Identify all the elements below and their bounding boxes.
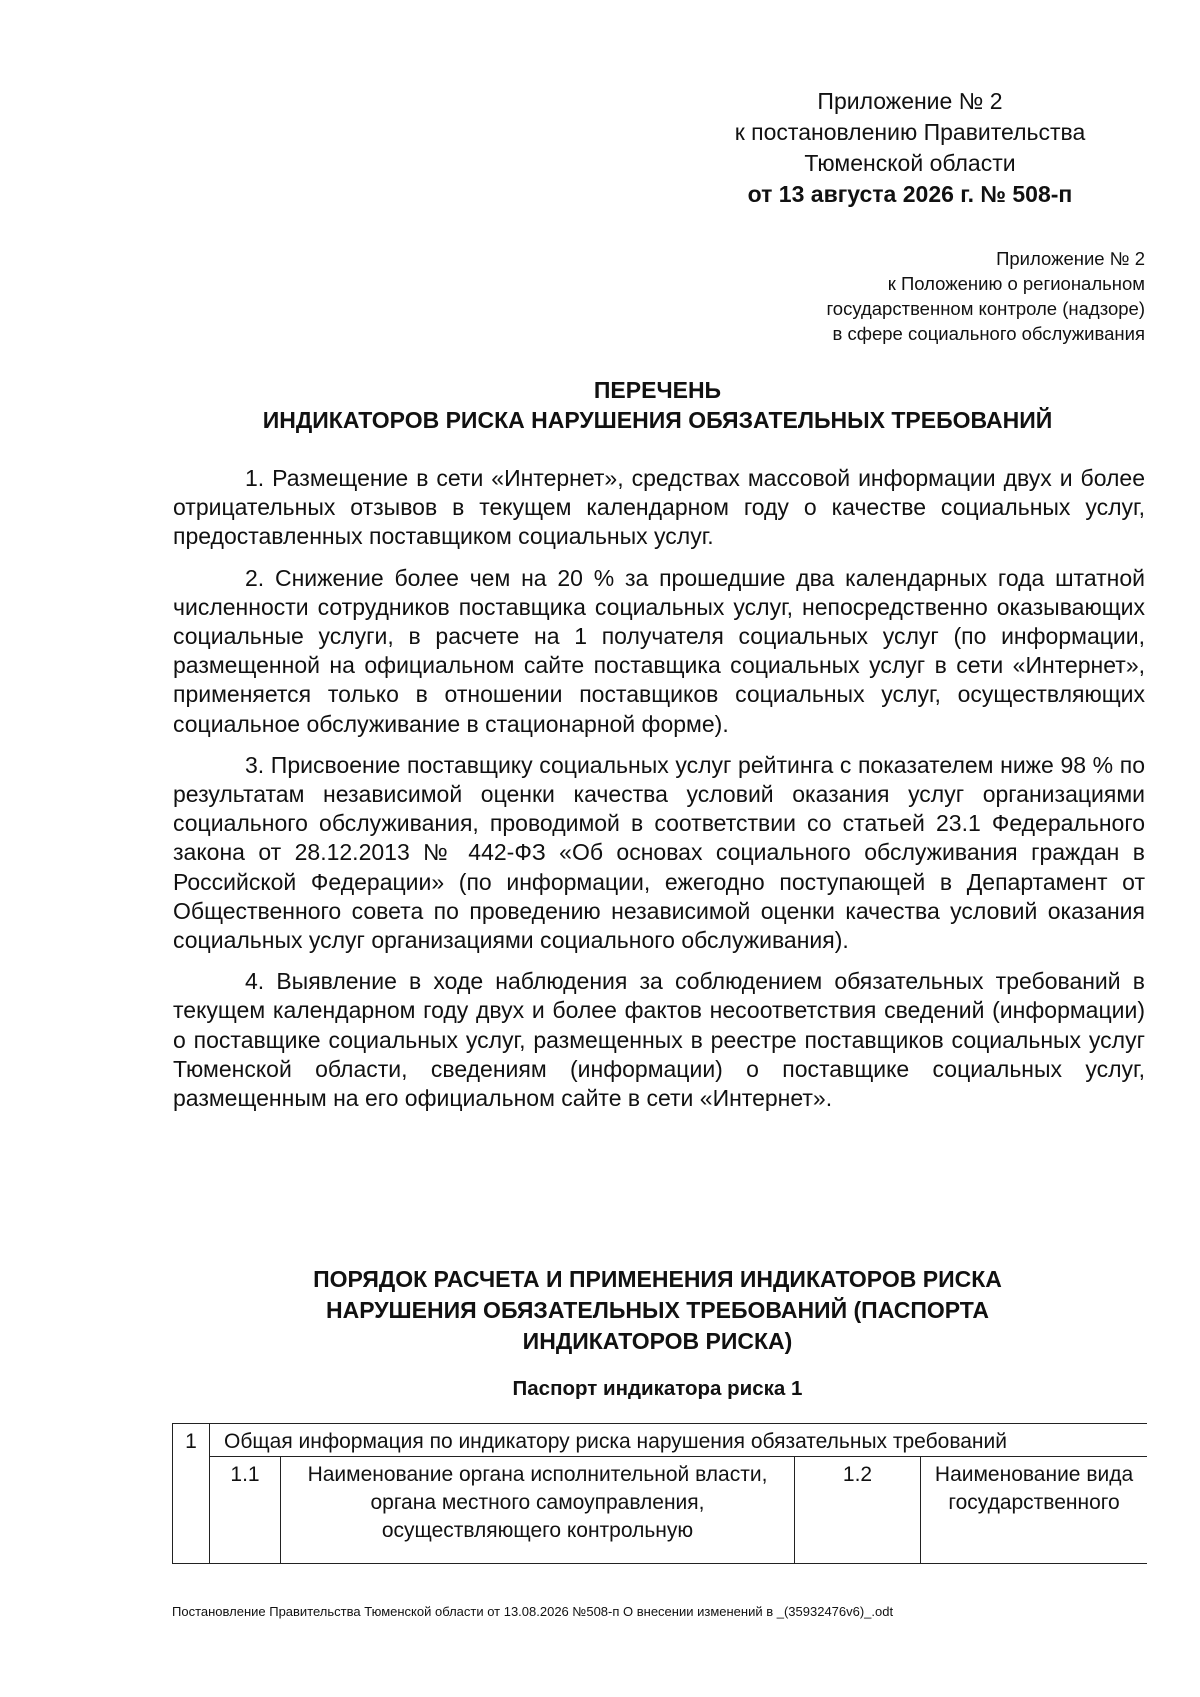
table-row <box>173 1457 1148 1565</box>
appendix-sub-line4: в сфере социального обслуживания <box>832 323 1145 344</box>
list-title-line2: ИНДИКАТОРОВ РИСКА НАРУШЕНИЯ ОБЯЗАТЕЛЬНЫХ ТРЕБОВАНИЙ <box>262 407 1053 433</box>
procedure-title-line2: НАРУШЕНИЯ ОБЯЗАТЕЛЬНЫХ ТРЕБОВАНИЙ (ПАСПОРТА <box>325 1297 990 1323</box>
row1-number-cell: 1 <box>173 1424 210 1565</box>
list-title <box>170 375 1145 435</box>
indicator-item-4: 4. Выявление в ходе наблюдения за соблюдением обязательных требований в текущем календарном году двух и более фактов несоответствия сведений (информации) о поставщике социальных услуг, размещенных в реестре поставщиков социальных услуг Тюменской области, сведениям (информации) о поставщике социальных услуг, размещенным на его официальном сайте в сети «Интернет». <box>173 968 1145 1112</box>
appendix-sub-header <box>680 246 1145 346</box>
appendix-sub-line1: Приложение № 2 <box>996 248 1145 269</box>
row2-text-a-cell: Наименование органа исполнительной власти, органа местного самоуправления, осуществляющего контрольную <box>281 1457 795 1565</box>
appendix-sub-line3: государственном контроле (надзоре) <box>826 298 1145 319</box>
indicator-item-3: 3. Присвоение поставщику социальных услуг рейтинга с показателем ниже 98 % по результатам независимой оценки качества условий оказания услуг организациями социального обслуживания, проводимой в соответствии со статьей 23.1 Федерального закона от 28.12.2013 № 442-ФЗ «Об основах социального обслуживания граждан в Российской Федерации» (по информации, ежегодно поступающей в Департамент от Общественного совета по проведению независимой оценки качества условий оказания социальных услуг организациями социального обслуживания). <box>173 751 1145 954</box>
procedure-title-line3: ИНДИКАТОРОВ РИСКА) <box>522 1328 793 1354</box>
indicator-item-2: 2. Снижение более чем на 20 % за прошедшие два календарных года штатной численности сотрудников поставщика социальных услуг, непосредственно оказывающих социальные услуги, в расчете на 1 получателя социальных услуг (по информации, размещенной на официальном сайте поставщика социальных услуг в сети «Интернет», применяется только в отношении поставщиков социальных услуг, осуществляющих социальное обслуживание в стационарной форме). <box>173 564 1145 737</box>
row2-number-b-cell: 1.2 <box>795 1457 921 1565</box>
passport-table <box>172 1423 1147 1564</box>
passport-title: Паспорт индикатора риска 1 <box>512 1377 803 1400</box>
appendix-main-date: от 13 августа 2026 г. № 508-п <box>747 181 1073 207</box>
appendix-main-line3: Тюменской области <box>804 150 1016 176</box>
list-title-line1: ПЕРЕЧЕНЬ <box>593 377 722 403</box>
procedure-title-line1: ПОРЯДОК РАСЧЕТА И ПРИМЕНЕНИЯ ИНДИКАТОРОВ РИСКА <box>313 1266 1002 1292</box>
appendix-main-line2: к постановлению Правительства <box>734 119 1086 145</box>
row2-text-b-cell: Наименование вида государственного <box>921 1457 1148 1565</box>
indicator-item-1: 1. Размещение в сети «Интернет», средствах массовой информации двух и более отрицательных отзывов в текущем календарном году о качестве социальных услуг, предоставленных поставщиком социальных услуг. <box>173 465 1145 550</box>
appendix-main-header <box>690 86 1130 210</box>
indicator-list <box>173 464 1145 1125</box>
page-footer: Постановление Правительства Тюменской области от 13.08.2026 №508-п О внесении изменений в _(35932476v6)_.odt <box>172 1604 894 1619</box>
appendix-main-line1: Приложение № 2 <box>817 88 1003 114</box>
row2-number-a-cell: 1.1 <box>210 1457 281 1565</box>
appendix-sub-line2: к Положению о региональном <box>887 273 1145 294</box>
procedure-title <box>170 1264 1145 1357</box>
passport-table-wrapper <box>172 1423 1147 1564</box>
table-row <box>173 1424 1148 1457</box>
row1-general-info-cell: Общая информация по индикатору риска нарушения обязательных требований <box>210 1424 1148 1457</box>
